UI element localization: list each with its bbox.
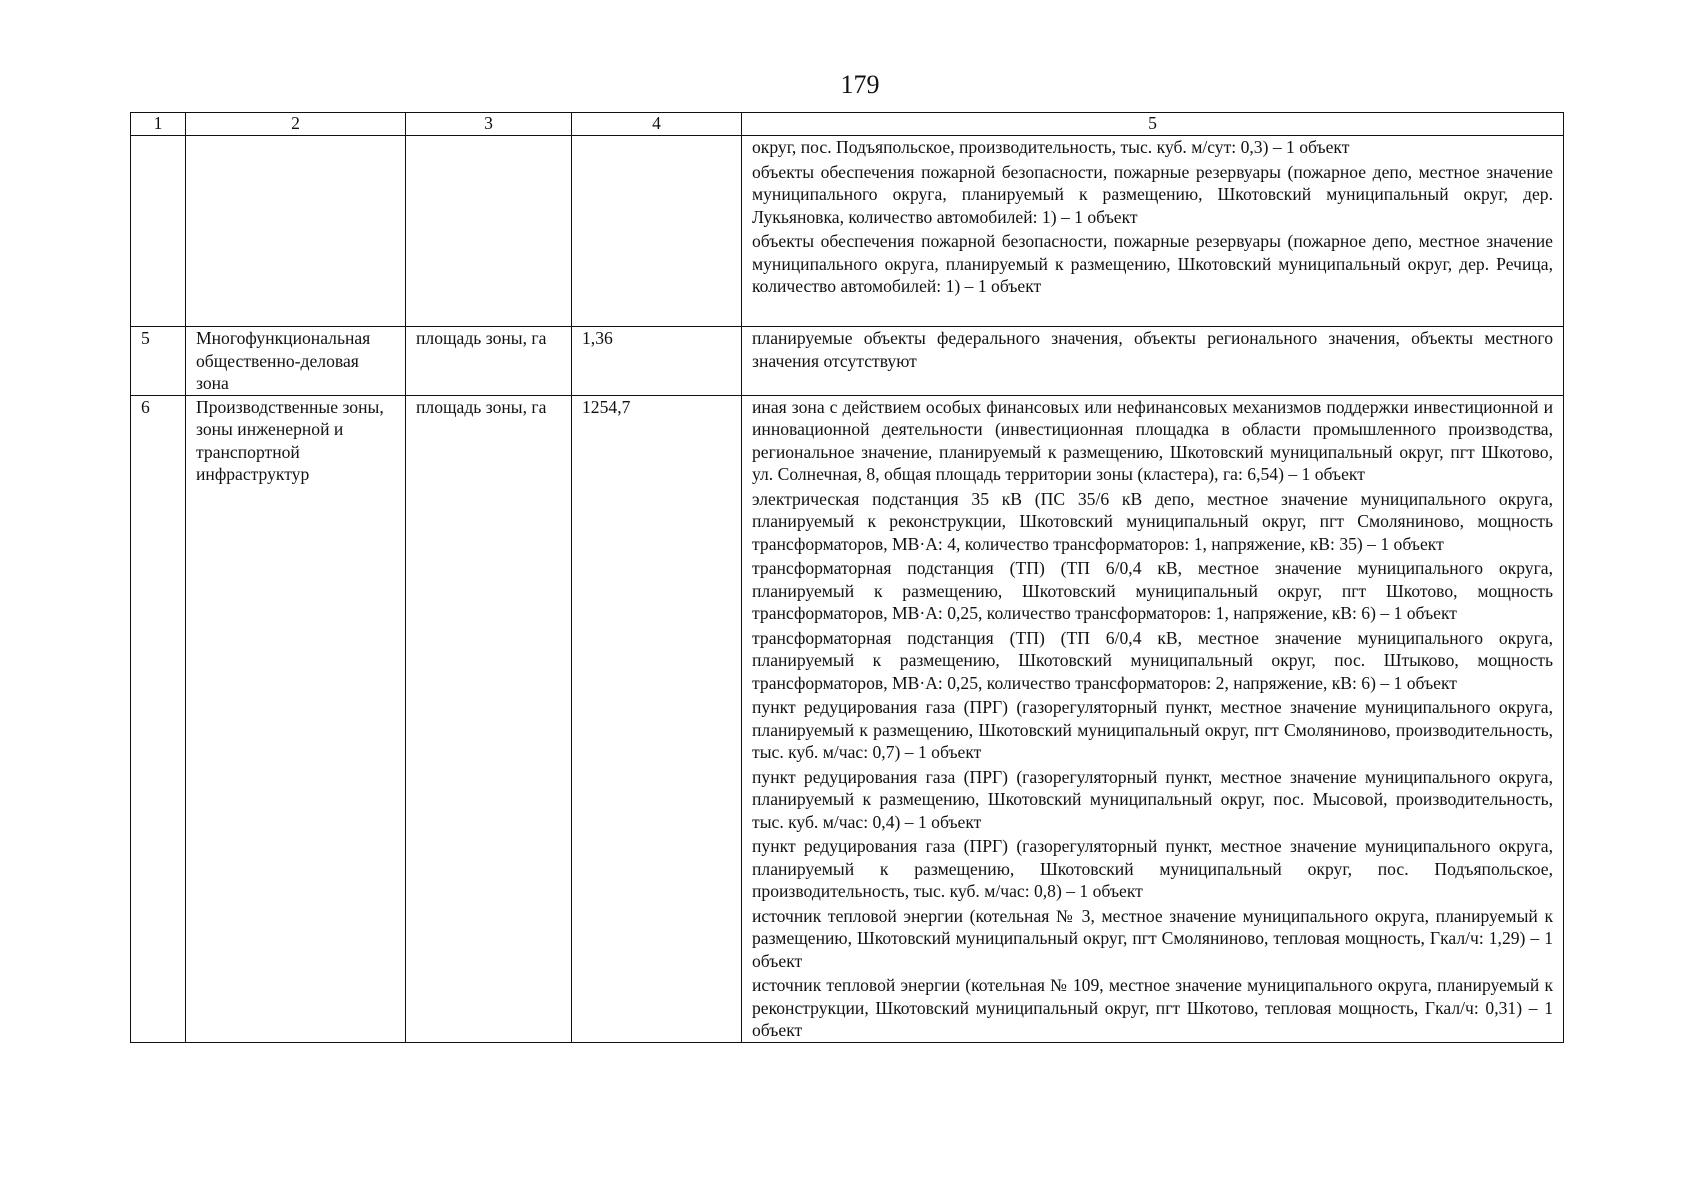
header-col-1: 1 [131,113,186,136]
object-description: пункт редуцирования газа (ПРГ) (газорегуляторный пункт, местное значение муниципального округа, планируемый к размещению, Шкотовский муниципальный округ, пос. Мысовой, производительность, тыс. куб. м/час: 0,4) – 1 объект [752,766,1553,832]
object-description: пункт редуцирования газа (ПРГ) (газорегуляторный пункт, местное значение муниципального округа, планируемый к размещению, Шкотовский муниципальный округ, пос. Подъяпольское, производительность, тыс. куб. м/час: 0,8) – 1 объект [752,836,1553,901]
row-number: 5 [131,327,186,396]
zone-name: Многофункциональная общественно-деловая зона [186,327,406,396]
object-description: пункт редуцирования газа (ПРГ) (газорегуляторный пункт, местное значение муниципального округа, планируемый к размещению, Шкотовский муниципальный округ, пгт Смоляниново, производительность, тыс. куб. м/час: 0,7) – 1 объект [752,697,1553,762]
zone-parameter [406,136,572,327]
object-description: объекты обеспечения пожарной безопасности, пожарные резервуары (пожарное депо, местное значение муниципального округа, планируемый к размещению, Шкотовский муниципальный округ, дер. Лукьяновка, количество автомобилей: 1) – 1 объект [752,161,1553,227]
object-description: планируемые объекты федерального значения, объекты регионального значения, объекты местного значения отсутствуют [752,328,1553,371]
header-col-3: 3 [406,113,572,136]
page-number: 179 [840,70,880,99]
object-description: электрическая подстанция 35 кВ (ПС 35/6 кВ депо, местное значение муниципального округа, планируемый к реконструкции, Шкотовский муниципальный округ, пгт Смоляниново, мощность трансформаторов, МВ·А: 4, количество трансформаторов: 1, напряжение, кВ: 35) – 1 объект [752,488,1553,554]
zone-parameter: площадь зоны, га [406,395,572,1042]
zone-objects [742,395,1564,1042]
zone-parameter: площадь зоны, га [406,327,572,396]
header-col-2: 2 [186,113,406,136]
object-description: источник тепловой энергии (котельная № 109, местное значение муниципального округа, планируемый к реконструкции, Шкотовский муниципальный округ, пгт Шкотово, тепловая мощность, Гкал/ч: 0,31) – 1 объект [752,975,1553,1040]
header-row [131,113,1564,136]
object-description: трансформаторная подстанция (ТП) (ТП 6/0,4 кВ, местное значение муниципального округа, планируемый к размещению, Шкотовский муниципальный округ, пгт Шкотово, мощность трансформаторов, МВ·А: 0,25, количество трансформаторов: 1, напряжение, кВ: 6) – 1 объект [752,558,1553,623]
zone-name [186,136,406,327]
zone-value: 1254,7 [572,395,742,1042]
table-row [131,395,1564,1042]
zones-table [130,112,1564,1043]
zone-objects [742,136,1564,327]
object-description: округ, пос. Подъяпольское, производительность, тыс. куб. м/сут: 0,3) – 1 объект [752,137,1350,157]
zone-value [572,136,742,327]
object-description: иная зона с действием особых финансовых или нефинансовых механизмов поддержки инвестиционной и инновационной деятельности (инвестиционная площадка в области промышленного производства, региональное значение, планируемый к размещению, Шкотовский муниципальный округ, пгт Шкотово, ул. Солнечная, 8, общая площадь территории зоны (кластера), га: 6,54) – 1 объект [752,396,1553,484]
zone-name: Производственные зоны, зоны инженерной и транспортной инфраструктур [186,395,406,1042]
table-row [131,136,1564,327]
table-row [131,327,1564,396]
row-number [131,136,186,327]
row-number: 6 [131,395,186,1042]
object-description: источник тепловой энергии (котельная № 3, местное значение муниципального округа, планируемый к размещению, Шкотовский муниципальный округ, пгт Смоляниново, тепловая мощность, Гкал/ч: 1,29) – 1 объект [752,905,1553,971]
object-description: трансформаторная подстанция (ТП) (ТП 6/0,4 кВ, местное значение муниципального округа, планируемый к размещению, Шкотовский муниципальный округ, пос. Штыково, мощность трансформаторов, МВ·А: 0,25, количество трансформаторов: 2, напряжение, кВ: 6) – 1 объект [752,627,1553,693]
header-col-5: 5 [742,113,1564,136]
header-col-4: 4 [572,113,742,136]
object-description: объекты обеспечения пожарной безопасности, пожарные резервуары (пожарное депо, местное значение муниципального округа, планируемый к размещению, Шкотовский муниципальный округ, дер. Речица, количество автомобилей: 1) – 1 объект [752,231,1553,296]
zone-objects [742,327,1564,396]
zone-value: 1,36 [572,327,742,396]
